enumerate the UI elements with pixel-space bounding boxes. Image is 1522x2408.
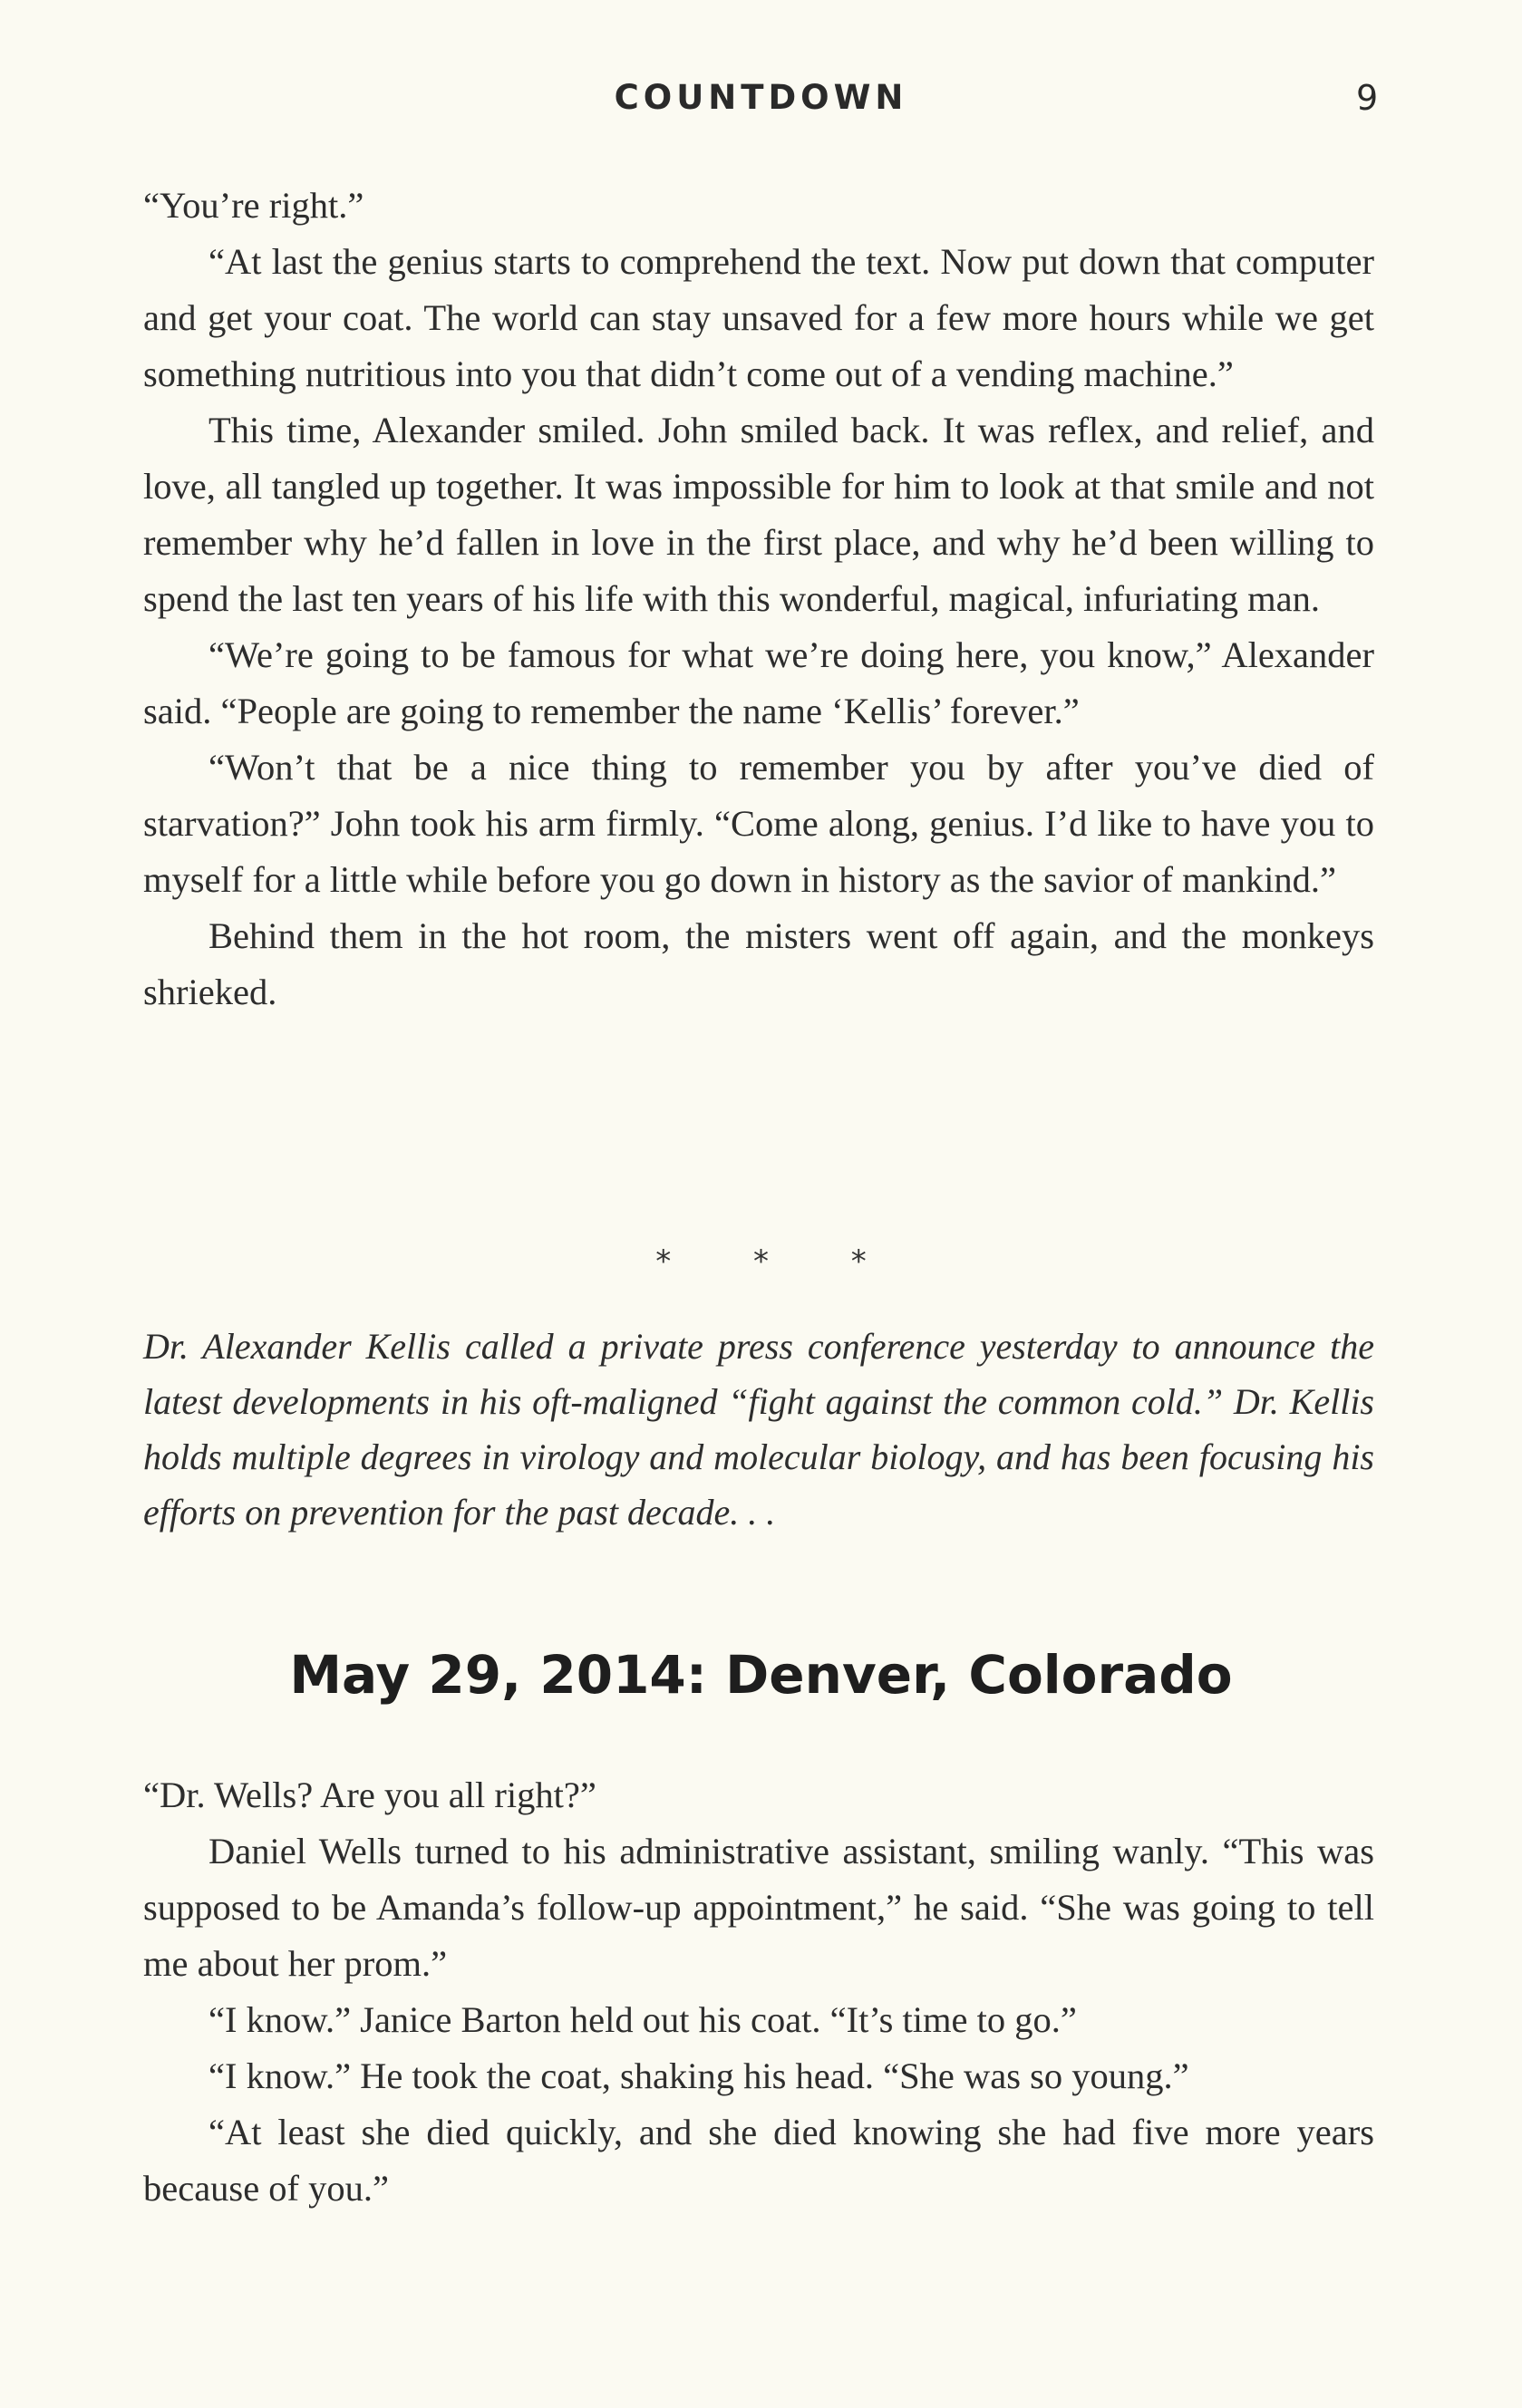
paragraph: “At least she died quickly, and she died knowing she had five more years because of you.” bbox=[143, 2112, 1374, 2209]
body-text-part-2 bbox=[143, 1767, 1374, 2217]
paragraph: “You’re right.” bbox=[143, 185, 364, 226]
paragraph: “I know.” Janice Barton held out his coat. “It’s time to go.” bbox=[208, 1999, 1077, 2040]
page-number: 9 bbox=[1356, 78, 1379, 118]
scene-break: * * * bbox=[655, 1243, 867, 1280]
paragraph: “We’re going to be famous for what we’re doing here, you know,” Alexander said. “People are going to remember the name ‘Kellis’ forever.” bbox=[143, 634, 1374, 731]
paragraph: Behind them in the hot room, the misters went off again, and the monkeys shrieked. bbox=[143, 915, 1374, 1012]
paragraph: “Dr. Wells? Are you all right?” bbox=[143, 1775, 596, 1815]
running-head bbox=[0, 78, 1522, 123]
paragraph: Daniel Wells turned to his administrative assistant, smiling wanly. “This was supposed to be Amanda’s follow-up appointment,” he said. “She was going to tell me about her prom.” bbox=[143, 1831, 1374, 1984]
body-text-part-1 bbox=[143, 178, 1374, 1020]
paragraph: “At last the genius starts to comprehend the text. Now put down that computer and get your coat. The world can stay unsaved for a few more hours while we get something nutritious into you that didn’t come out of a vending machine.” bbox=[143, 241, 1374, 394]
section-heading: May 29, 2014: Denver, Colorado bbox=[289, 1644, 1233, 1706]
paragraph: “I know.” He took the coat, shaking his head. “She was so young.” bbox=[208, 2055, 1189, 2096]
news-excerpt: Dr. Alexander Kellis called a private press conference yesterday to announce the latest developments in his oft-maligned “fight against the common cold.” Dr. Kellis holds multiple degrees in virology and molecular biology, and has been focusing his efforts on prevention for the past decade. . . bbox=[143, 1326, 1374, 1533]
paragraph: “Won’t that be a nice thing to remember you by after you’ve died of starvation?” John took his arm firmly. “Come along, genius. I’d like to have you to myself for a little while before you go down in history as the savior of mankind.” bbox=[143, 747, 1374, 900]
paragraph: This time, Alexander smiled. John smiled back. It was reflex, and relief, and love, all tangled up together. It was impossible for him to look at that smile and not remember why he’d fallen in love in the first place, and why he’d been willing to spend the last ten years of his life with this wonderful, magical, infuriating man. bbox=[143, 410, 1374, 619]
running-title: COUNTDOWN bbox=[614, 78, 908, 117]
